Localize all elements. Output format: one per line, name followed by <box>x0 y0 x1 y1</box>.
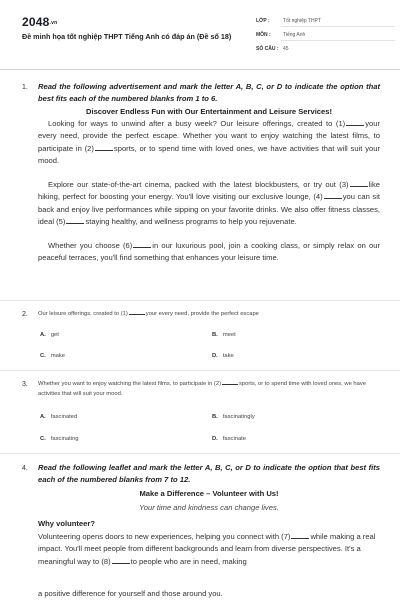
passage-heading: Discover Endless Fun with Our Entertainment and Leisure Services! <box>85 107 333 116</box>
passage-paragraph: Looking for ways to unwind after a busy week? Our leisure offerings, created to (1) your every need, provide the perfect escape. Whether you want to enjoy watching the latest films, to participate in (2) sports, or to spend time with loved ones, we have activities that will suit your mood. <box>38 119 380 165</box>
option-d[interactable]: D. fascinate <box>212 436 247 442</box>
blank-7 <box>291 532 309 539</box>
blank-6 <box>133 241 151 248</box>
blank-8 <box>112 557 130 564</box>
logo-text: 2048 <box>22 15 50 29</box>
option-d[interactable]: D. take <box>212 353 234 359</box>
option-b[interactable]: B. fascinatingly <box>212 414 255 420</box>
question-instruction: Read the following leaflet and mark the letter A, B, C, or D to indicate the option that best fits each of the numbered blanks from 7 to 12. <box>38 463 380 485</box>
meta-value: 45 <box>283 46 289 52</box>
meta-divider <box>281 40 395 41</box>
blank-4 <box>324 192 342 199</box>
leaflet-subheading: Your time and kindness can change lives. <box>139 503 279 512</box>
question-instruction: Read the following advertisement and mark the letter A, B, C, or D to indicate the option that best fits each of the numbered blanks from 1 to 6. <box>38 82 380 104</box>
question-number: 3. <box>22 381 28 388</box>
meta-value: Tiếng Anh <box>283 32 306 38</box>
leaflet-section-title: Why volunteer? <box>38 519 95 528</box>
meta-label: LỚP : <box>256 18 270 24</box>
page-header <box>0 0 400 70</box>
blank-5 <box>66 217 84 224</box>
meta-label: MÔN : <box>256 32 271 38</box>
blank-2 <box>222 380 238 385</box>
option-c[interactable]: C. make <box>40 353 65 359</box>
leaflet-paragraph: a positive difference for yourself and those around you. <box>38 589 223 598</box>
option-b[interactable]: B. meet <box>212 332 236 338</box>
meta-value: Tốt nghiệp THPT <box>283 18 321 24</box>
question-number: 4. <box>22 465 28 472</box>
leaflet-heading: Make a Difference – Volunteer with Us! <box>139 489 279 498</box>
passage-paragraph: Explore our state-of-the-art cinema, packed with the latest blockbusters, or try out (3) like hiking, perfect for boosting your energy. You'll love visiting our exclusive lounge, (4) you can sit back and enjoy live performances while sipping on your favorite drinks. We also offer fitness classes, ideal (5) staying healthy, and wellness programs to help you rejuvenate. <box>38 180 380 226</box>
question-stem: Whether you want to enjoy watching the latest films, to participate in (2) sports, or to spend time with loved ones, we have activities that will suit your mood. <box>38 381 366 397</box>
meta-divider <box>281 26 395 27</box>
passage-paragraph: Whether you choose (6) in our luxurious pool, join a cooking class, or simply relax on our peaceful terraces, you'll find something that enhances your leisure time. <box>38 241 380 263</box>
section-divider <box>0 453 400 454</box>
blank-3 <box>350 180 368 187</box>
document-title: Đề minh họa tốt nghiệp THPT Tiếng Anh có đáp án (Đề số 18) <box>22 32 232 41</box>
blank-1 <box>129 310 145 315</box>
leaflet-paragraph: Volunteering opens doors to new experiences, helping you connect with (7) while making a real impact. You'll meet people from different backgrounds and learn from diverse perspectives. It's a meaningful way to (8) to people who are in need, making <box>38 532 376 566</box>
option-c[interactable]: C. fascinating <box>40 436 79 442</box>
logo-suffix: .vn <box>49 19 58 26</box>
blank-2 <box>95 144 113 151</box>
blank-1 <box>346 119 364 126</box>
meta-label: SỐ CÂU : <box>256 46 279 52</box>
question-stem: Our leisure offerings, created to (1) your every need, provide the perfect escape <box>38 311 259 317</box>
question-number: 1. <box>22 84 28 91</box>
option-a[interactable]: A. fascinated <box>40 414 78 420</box>
section-divider <box>0 300 400 301</box>
option-a[interactable]: A. get <box>40 332 59 338</box>
question-number: 2. <box>22 311 28 318</box>
site-logo[interactable] <box>22 15 57 29</box>
section-divider <box>0 370 400 371</box>
